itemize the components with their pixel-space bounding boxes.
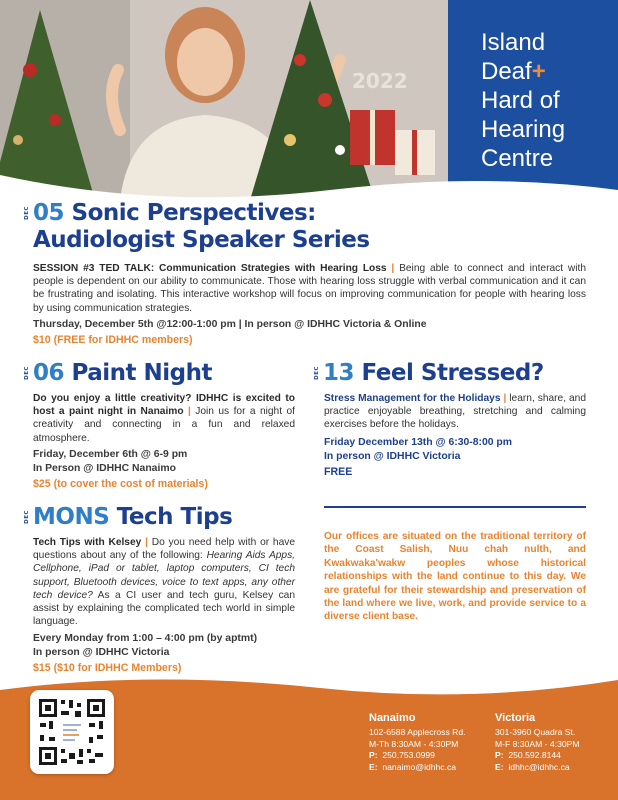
tech-title-text: Tech Tips bbox=[116, 504, 233, 530]
tech-desc-italic: Hearing Aids Apps, Cellphone, iPad or tablet, laptop computers, CI tech support, Bluetooth devices, voice to text apps, any other tech device? bbox=[33, 550, 295, 601]
sonic-when: Thursday, December 5th @12:00-1:00 pm | In person @ IDHHC Victoria & Online bbox=[33, 319, 427, 330]
office-nanaimo-name: Nanaimo bbox=[369, 712, 416, 724]
sonic-description bbox=[33, 262, 586, 315]
dec-label-05: DEC bbox=[24, 206, 30, 220]
office-victoria-email[interactable]: idhhc@idhhc.ca bbox=[508, 761, 570, 772]
stressed-price: FREE bbox=[324, 466, 353, 478]
sonic-title bbox=[33, 200, 370, 254]
sonic-title-line1: Sonic Perspectives: bbox=[71, 200, 316, 226]
sonic-separator: | bbox=[391, 263, 395, 274]
hero-wave bbox=[0, 150, 618, 200]
office-victoria-name: Victoria bbox=[495, 712, 536, 724]
tech-lead: Tech Tips with Kelsey bbox=[33, 537, 142, 548]
paint-lead: Do you enjoy a little creativity? IDHHC is excited to host a paint night in Nanaimo bbox=[33, 393, 295, 418]
svg-text:2022: 2022 bbox=[352, 69, 408, 93]
office-victoria bbox=[495, 712, 580, 773]
stressed-title-text: Feel Stressed? bbox=[361, 360, 544, 386]
stressed-when-2: In person @ IDHHC Victoria bbox=[324, 451, 461, 462]
sonic-lead: SESSION #3 TED TALK: Communication Strategies with Hearing Loss bbox=[33, 263, 387, 274]
tech-when-2: In person @ IDHHC Victoria bbox=[33, 647, 170, 658]
sonic-day: 05 bbox=[33, 200, 65, 226]
office-nanaimo-hours: M-Th 8:30AM - 4:30PM bbox=[369, 738, 459, 749]
dec-label-mons: DEC bbox=[24, 510, 30, 524]
brand-line-1: Island bbox=[481, 29, 546, 56]
brand-line-3: Hard of bbox=[481, 87, 560, 114]
paint-price: $25 (to cover the cost of materials) bbox=[33, 478, 208, 490]
paint-day: 06 bbox=[33, 360, 65, 386]
brand-line-4: Hearing bbox=[481, 116, 566, 143]
hero-banner bbox=[0, 0, 618, 200]
paint-description bbox=[33, 392, 295, 445]
stressed-when-1: Friday December 13th @ 6:30-8:00 pm bbox=[324, 437, 513, 448]
office-nanaimo-phone[interactable]: 250.753.0999 bbox=[382, 750, 435, 761]
office-victoria-phone-row: P: 250.592.8144 bbox=[495, 750, 561, 761]
land-acknowledgement: Our offices are situated on the traditional territory of the Coast Salish, Nuu chah nulth, and Kwakwaka'wakw peoples whose historical relationships with the land continue to this day. We are grateful for their stewardship and preservation of the land where we live, work, and provide service to a diverse client base. bbox=[324, 531, 586, 623]
tech-when-1: Every Monday from 1:00 – 4:00 pm (by aptmt) bbox=[33, 633, 258, 644]
office-nanaimo-address: 102-6588 Applecross Rd. bbox=[369, 727, 466, 737]
stressed-title bbox=[323, 360, 544, 387]
stressed-lead: Stress Management for the Holidays bbox=[324, 393, 501, 404]
sonic-price: $10 (FREE for IDHHC members) bbox=[33, 334, 193, 346]
brand-line-2: Deaf+ bbox=[481, 58, 546, 85]
section-divider bbox=[324, 506, 586, 508]
stressed-description bbox=[324, 392, 586, 432]
sonic-desc: Being able to connect and interact with people is dependent on our ability to communicate. Those with hearing loss struggle with verbal communication and it can be frustrating and isolating. This interactive workshop will focus on improving communication for people with hearing loss by using communication strategies. bbox=[33, 263, 586, 314]
qr-code-icon bbox=[37, 697, 107, 767]
paint-desc: Join us for a night of creativity and connecting in a fun and relaxed atmosphere. bbox=[33, 406, 295, 444]
office-nanaimo-phone-row: P: 250.753.0999 bbox=[369, 750, 435, 761]
paint-when-1: Friday, December 6th @ 6-9 pm bbox=[33, 449, 188, 460]
stressed-separator: | bbox=[503, 393, 507, 404]
tech-price: $15 ($10 for IDHHC Members) bbox=[33, 662, 182, 674]
sonic-title-line2: Audiologist Speaker Series bbox=[33, 227, 370, 253]
stressed-day: 13 bbox=[323, 360, 355, 386]
office-victoria-hours: M-F 8:30AM - 4:30PM bbox=[495, 738, 580, 749]
tech-desc-1: Do you need help with or have questions about any of the following: bbox=[33, 537, 295, 562]
brand-line-5: Centre bbox=[481, 145, 554, 172]
office-victoria-address: 301-3960 Quadra St. bbox=[495, 727, 576, 737]
tech-desc-2: As a CI user and tech guru, Kelsey can assist by explaining the complicated tech world in simple language. bbox=[33, 589, 295, 628]
paint-separator: | bbox=[188, 406, 191, 418]
dec-label-13: DEC bbox=[314, 366, 320, 380]
brand-plus: + bbox=[531, 58, 546, 85]
dec-label-06: DEC bbox=[24, 366, 30, 380]
tech-title bbox=[33, 504, 232, 531]
office-nanaimo-email[interactable]: nanaimo@idhhc.ca bbox=[382, 761, 457, 772]
office-victoria-email-row: E: idhhc@idhhc.ca bbox=[495, 761, 570, 772]
qr-code-card[interactable] bbox=[30, 690, 114, 774]
paint-title-text: Paint Night bbox=[71, 360, 213, 386]
office-nanaimo-email-row: E: nanaimo@idhhc.ca bbox=[369, 761, 457, 772]
office-nanaimo bbox=[369, 712, 466, 773]
office-victoria-phone[interactable]: 250.592.8144 bbox=[508, 750, 561, 761]
tech-day: MONS bbox=[33, 504, 110, 530]
tech-separator: | bbox=[145, 537, 148, 548]
tech-description bbox=[33, 536, 295, 628]
stressed-desc: learn, share, and practice enjoyable breathing, stretching and calming exercises before the holidays. bbox=[324, 393, 586, 431]
paint-when-2: In Person @ IDHHC Nanaimo bbox=[33, 463, 176, 474]
paint-title bbox=[33, 360, 212, 387]
